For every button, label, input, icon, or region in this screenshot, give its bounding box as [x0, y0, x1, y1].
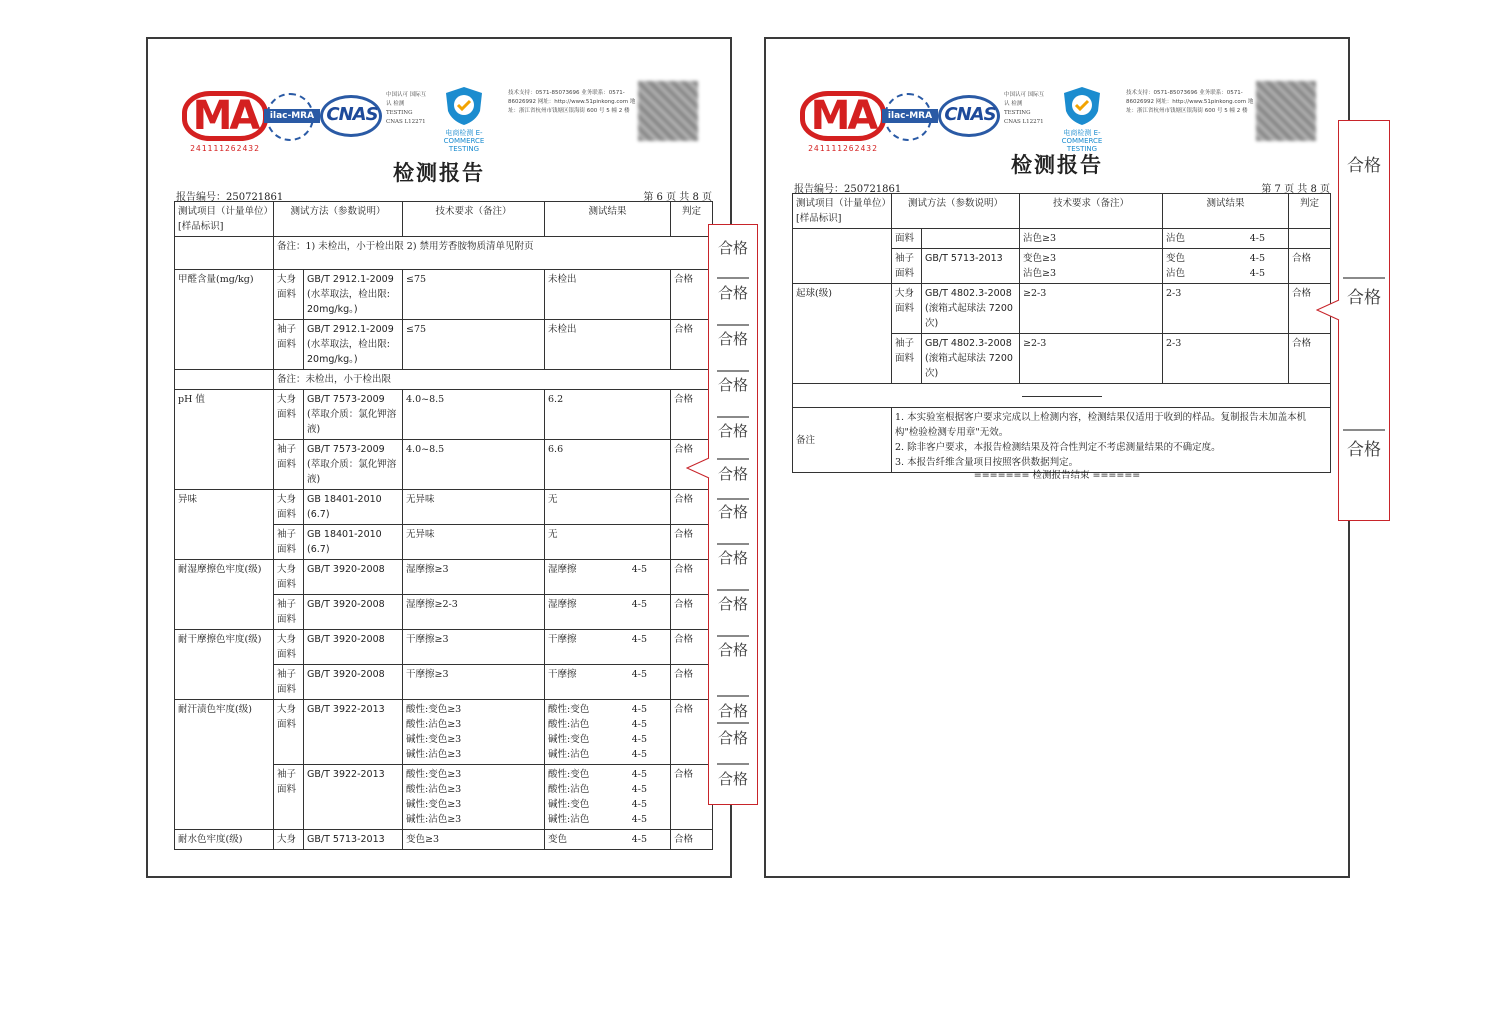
- callout-pass: 合格: [717, 465, 748, 483]
- table-row: [175, 370, 713, 390]
- table-row: 起球(级) 大身面料 GB/T 4802.3-2008 (滚箱式起球法 7200 次) ≥2-3 2-3 合格: [793, 284, 1331, 334]
- report-page-6: [146, 37, 732, 878]
- ecommerce-shield-icon: [1058, 85, 1106, 127]
- remark-2: 2. 除非客户要求，本报告检测结果及符合性判定不考虑测量结果的不确定度。: [895, 442, 1221, 453]
- report-page-7: [764, 37, 1350, 878]
- callout-pass: 合格: [717, 422, 748, 440]
- results-table: [174, 201, 713, 850]
- pass-callout-right: [1338, 120, 1390, 521]
- table-row: 耐干摩擦色牢度(级) 大身面料 GB/T 3920-2008 干摩擦≥3 干摩擦 4-5 合格: [175, 630, 713, 665]
- ecommerce-label: 电商检测 E-COMMERCE TESTING: [443, 129, 485, 153]
- cnas-logo: CNAS: [938, 95, 1000, 137]
- callout-pass: 合格: [717, 595, 748, 613]
- callout-pass: 合格: [717, 239, 748, 257]
- remark-1: 1. 本实验室根据客户要求完成以上检测内容，检测结果仅适用于收到的样品。复制报告未加盖本机构"检验检测专用章"无效。: [895, 412, 1307, 438]
- pass-callout-left: [708, 224, 758, 805]
- callout-pass: 合格: [717, 729, 748, 747]
- item-dry-rubbing: 耐干摩擦色牢度(级): [175, 630, 274, 700]
- qr-code: [1256, 81, 1316, 141]
- page-number: 第 6 页 共 8 页: [643, 192, 712, 203]
- qr-code: [638, 81, 698, 141]
- item-ph: pH 值: [175, 390, 274, 490]
- remarks-row: [793, 408, 1331, 473]
- callout-pass: 合格: [717, 702, 748, 720]
- table-row: 异味 大身面料 GB 18401-2010 (6.7) 无异味 无 合格: [175, 490, 713, 525]
- header-method: 测试方法（参数说明）: [274, 202, 403, 237]
- table-row: 袖子面料 GB/T 2912.1-2009 (水萃取法，检出限: 20mg/kg。) ≤75 未检出 合格: [175, 320, 713, 370]
- ilac-mra-logo: ilac-MRA: [884, 93, 932, 141]
- report-title: 检测报告: [393, 160, 485, 185]
- item-water: 耐水色牢度(级): [175, 830, 274, 850]
- note-formaldehyde: 备注：未检出，小于检出限: [274, 370, 713, 390]
- header-requirement: 技术要求（备注）: [403, 202, 545, 237]
- report-title: 检测报告: [1011, 152, 1103, 177]
- header-result: 测试结果: [545, 202, 671, 237]
- callout-pass: 合格: [717, 503, 748, 521]
- table-row: 袖子面料 GB/T 5713-2013 变色≥3 沾色≥3 变色 4-5 沾色 4-5 合格: [793, 249, 1331, 284]
- divider: [1022, 396, 1102, 397]
- callout-pass: 合格: [717, 330, 748, 348]
- contact-info: 技术支持：0571-85073696 业务联系：0571-86026992 网址：http://www.51pinkong.com 地址：浙江省杭州市钱塘区银海街 600 号 5 幢 2 楼: [508, 90, 636, 114]
- cma-mark: MA: [182, 91, 268, 141]
- table-row: [793, 384, 1331, 408]
- header-logos: MA 241111262432 ilac-MRA CNAS 中国认可 国际互认 检测 TESTING CNAS L12271 电商检测 E-COMMERCE TESTING 技术支持：0571-85073696 业务联系：0571-86026992 网址：http://www.51pinkong.com 地址：浙江省杭州市钱塘区银海街 600 号 5 幢 2 楼: [796, 79, 1326, 189]
- report-end: ======= 检测报告结束 ======: [973, 470, 1141, 481]
- report-number: 报告编号：250721861: [176, 192, 284, 203]
- results-table: [792, 193, 1331, 473]
- item-odor: 异味: [175, 490, 274, 560]
- callout-pass: 合格: [717, 770, 748, 788]
- table-row: 袖子面料 GB 18401-2010 (6.7) 无异味 无 合格: [175, 525, 713, 560]
- table-row: 袖子面料 GB/T 7573-2009 (萃取介质：氯化钾溶液) 4.0~8.5 6.6 合格: [175, 440, 713, 490]
- table-header-row: 测试项目（计量单位）[样品标识] 测试方法（参数说明） 技术要求（备注） 测试结果 判定: [793, 194, 1331, 229]
- item-pilling: 起球(级): [793, 284, 892, 384]
- callout-pass: 合格: [1347, 288, 1381, 308]
- cnas-text: 中国认可 国际互认 检测 TESTING CNAS L12271: [386, 92, 427, 125]
- callout-pass: 合格: [717, 376, 748, 394]
- table-row: 耐汗渍色牢度(级) 大身面料 GB/T 3922-2013 酸性:变色≥3 酸性:沾色≥3 碱性:变色≥3 碱性:沾色≥3 酸性:变色 4-5 酸性:沾色 4-5 碱性:变色 4-5 碱性:沾色 4-5 合格: [175, 700, 713, 765]
- callout-pass: 合格: [717, 641, 748, 659]
- remarks-label: 备注: [793, 408, 892, 473]
- note-aromatic-amines: 备注：1) 未检出，小于检出限 2) 禁用芳香胺物质清单见附页: [274, 237, 713, 270]
- table-row: 面料 沾色≥3 沾色 4-5: [793, 229, 1331, 249]
- item-formaldehyde: 甲醛含量(mg/kg): [175, 270, 274, 370]
- callout-pass: 合格: [717, 549, 748, 567]
- callout-pointer-right: [1316, 298, 1340, 322]
- table-row: 袖子面料 GB/T 4802.3-2008 (滚箱式起球法 7200 次) ≥2-3 2-3 合格: [793, 334, 1331, 384]
- callout-pointer-left: [686, 456, 710, 480]
- table-row: 袖子面料 GB/T 3920-2008 湿摩擦≥2-3 湿摩擦 4-5 合格: [175, 595, 713, 630]
- table-row: 袖子面料 GB/T 3920-2008 干摩擦≥3 干摩擦 4-5 合格: [175, 665, 713, 700]
- callout-pass: 合格: [717, 284, 748, 302]
- page-number: 第 7 页 共 8 页: [1261, 184, 1330, 195]
- table-row: 耐水色牢度(级) 大身 GB/T 5713-2013 变色≥3 变色 4-5 合格: [175, 830, 713, 850]
- table-row: [175, 237, 713, 270]
- table-row: 甲醛含量(mg/kg) 大身面料 GB/T 2912.1-2009 (水萃取法，检出限: 20mg/kg。) ≤75 未检出 合格: [175, 270, 713, 320]
- report-number: 报告编号：250721861: [794, 184, 902, 195]
- table-row: pH 值 大身面料 GB/T 7573-2009 (萃取介质：氯化钾溶液) 4.0~8.5 6.2 合格: [175, 390, 713, 440]
- cma-logo: [182, 91, 268, 161]
- callout-pass: 合格: [1347, 440, 1381, 460]
- cma-logo: MA 241111262432: [800, 91, 886, 161]
- table-row: 袖子面料 GB/T 3922-2013 酸性:变色≥3 酸性:沾色≥3 碱性:变色≥3 碱性:沾色≥3 酸性:变色 4-5 酸性:沾色 4-5 碱性:变色 4-5 碱性:沾色 4-5 合格: [175, 765, 713, 830]
- header-judge: 判定: [671, 202, 713, 237]
- item-perspiration: 耐汗渍色牢度(级): [175, 700, 274, 830]
- callout-pass: 合格: [1347, 156, 1381, 176]
- header-item: 测试项目（计量单位）[样品标识]: [175, 202, 274, 237]
- table-header-row: [175, 202, 713, 237]
- ecommerce-shield-icon: [440, 85, 488, 127]
- remark-3: 3. 本报告纤维含量项目按照客供数据判定。: [895, 457, 1079, 468]
- cma-number: 241111262432: [190, 144, 260, 153]
- table-row: 耐湿摩擦色牢度(级) 大身面料 GB/T 3920-2008 湿摩擦≥3 湿摩擦 4-5 合格: [175, 560, 713, 595]
- ilac-mra-logo: ilac-MRA: [266, 93, 314, 141]
- cnas-logo: CNAS: [320, 95, 382, 137]
- item-wet-rubbing: 耐湿摩擦色牢度(级): [175, 560, 274, 630]
